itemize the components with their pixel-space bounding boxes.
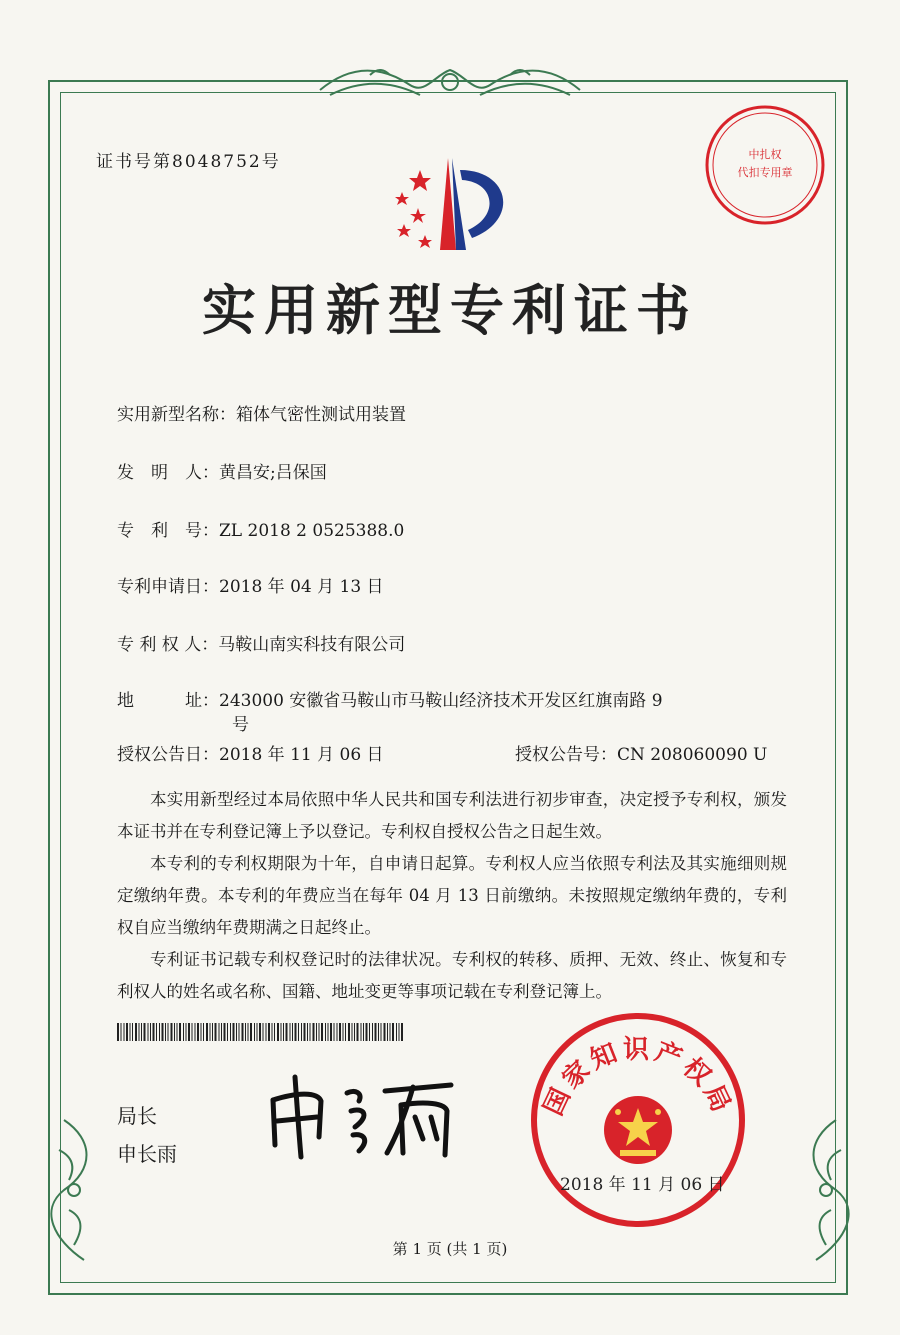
certificate-number bbox=[96, 147, 281, 172]
field-label: 专 利 号： bbox=[117, 521, 219, 541]
field-grant-number bbox=[515, 740, 767, 765]
certificate-number-value: 8048752 bbox=[172, 152, 262, 172]
seal-date: 2018 年 11 月 06 日 bbox=[560, 1175, 725, 1195]
barcode-icon bbox=[117, 1023, 403, 1041]
field-label: 授权公告日： bbox=[117, 745, 219, 765]
seal-ring-text: 国家知识产权局 bbox=[538, 1035, 738, 1121]
body-paragraph-2: 本专利的专利权期限为十年，自申请日起算。专利权人应当依照专利法及其实施细则规定缴纳年费。本专利的年费应当在每年 04 月 13 日前缴纳。未按照规定缴纳年费的，专利权自应当缴纳年费期满之日起终止。 bbox=[117, 854, 787, 937]
body-paragraph-1: 本实用新型经过本局依照中华人民共和国专利法进行初步审查，决定授予专利权，颁发本证书并在专利登记簿上予以登记。专利权自授权公告之日起生效。 bbox=[117, 790, 787, 841]
field-value: 黄昌安;吕保国 bbox=[219, 463, 327, 483]
agency-seal-line2: 代扣专用章 bbox=[737, 166, 793, 179]
field-inventor bbox=[117, 458, 327, 483]
field-label: 授权公告号： bbox=[515, 745, 617, 765]
director-title: 局长 bbox=[117, 1104, 157, 1128]
field-filing-date bbox=[117, 572, 384, 597]
field-address bbox=[117, 686, 663, 711]
field-label: 专 利 权 人： bbox=[117, 635, 219, 655]
cnipa-logo-icon bbox=[380, 150, 520, 260]
field-utility-model-name bbox=[117, 400, 406, 425]
field-label: 发 明 人： bbox=[117, 463, 219, 483]
certificate-number-label: 证书号第 bbox=[96, 152, 172, 172]
field-value: 2018 年 11 月 06 日 bbox=[219, 745, 384, 765]
certificate-body bbox=[117, 784, 787, 1008]
page-number: 第 1 页 (共 1 页) bbox=[392, 1240, 508, 1258]
page-title: 实用新型专利证书 bbox=[202, 278, 698, 342]
body-paragraph-3: 专利证书记载专利权登记时的法律状况。专利权的转移、质押、无效、终止、恢复和专利权人的姓名或名称、国籍、地址变更等事项记载在专利登记簿上。 bbox=[117, 950, 787, 1001]
field-label: 地 址： bbox=[117, 691, 219, 711]
field-patent-number bbox=[117, 516, 404, 541]
cnipa-official-seal-icon bbox=[528, 1010, 748, 1230]
field-label: 实用新型名称： bbox=[117, 405, 236, 425]
field-address-line2: 号 bbox=[232, 715, 249, 735]
field-value: CN 208060090 U bbox=[617, 745, 768, 765]
director-signature-icon bbox=[255, 1065, 465, 1160]
certificate-number-suffix: 号 bbox=[261, 152, 281, 172]
field-label: 专利申请日： bbox=[117, 577, 219, 597]
field-value: 2018 年 04 月 13 日 bbox=[219, 577, 384, 597]
top-ornament-icon bbox=[310, 60, 590, 104]
director-name: 申长雨 bbox=[117, 1142, 177, 1166]
field-grant-date bbox=[117, 740, 384, 765]
field-value: 243000 安徽省马鞍山市马鞍山经济技术开发区红旗南路 9 bbox=[219, 691, 663, 711]
field-value: ZL 2018 2 0525388.0 bbox=[219, 521, 405, 541]
field-patentee bbox=[117, 630, 405, 655]
agency-seal-line1: 中扎权 bbox=[748, 148, 782, 161]
field-value: 箱体气密性测试用装置 bbox=[236, 405, 406, 425]
field-value: 马鞍山南实科技有限公司 bbox=[218, 635, 406, 655]
agency-seal-icon bbox=[700, 100, 830, 230]
